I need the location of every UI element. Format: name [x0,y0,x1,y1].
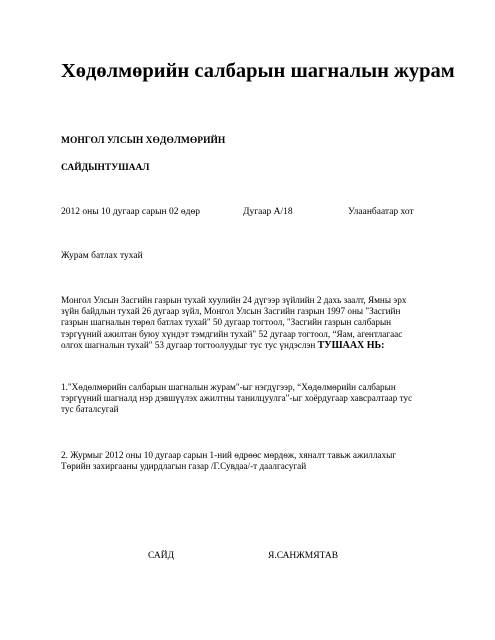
clause-1-paragraph [61,382,446,416]
ministry-name-line-2: САЙДЫНТУШААЛ [61,163,150,173]
clause-1-line: тус баталсугай [61,404,119,415]
preamble-line: олгох шагналын тухай" 53 дугаар тогтоолуудыг тус тус үндэслэн [61,339,318,350]
preamble-line: газрын шагналын төрөл батлах тухай" 50 дугаар тогтоол, "Засгийн газрын салбарын [61,317,392,328]
document-title: Хөдөлмөрийн салбарын шагналын журам [61,60,455,82]
signatory-name: Я.САНЖМЯТАВ [268,551,339,561]
clause-1-line: 1."Хөдөлмөрийн салбарын шагналын журам"-ыг нэгдүгээр, “Хөдөлмөрийн салбарын [61,382,396,392]
order-subject: Журам батлах тухай [61,251,143,261]
order-directive: ТУШААХ НЬ: [317,339,385,351]
preamble-line: Монгол Улсын Засгийн газрын тухай хуулийн 24 дүгээр зүйлийн 2 дахь заалт, Ямны эрх [61,295,407,305]
clause-1-line: тэргүүний шагналд нэр дэвшүүлэх ажилтны танилцуулга"-ыг хоёрдугаар хавсралтаар тус [61,393,413,404]
order-number: Дугаар А/18 [243,207,293,217]
preamble-last-line [61,340,446,351]
preamble-paragraph [61,295,446,351]
preamble-line: тэргүүний ажилтан буюу хүндэт тэмдгийн тухай" 52 дугаар тогтоол, “Яам, агентлагаас [61,328,403,339]
clause-2-line: Төрийн захиргааны удирдлагын газар /Г.Сувдаа/-т даалгасугай [61,461,307,472]
ministry-name-line-1: МОНГОЛ УЛСЫН ХӨДӨЛМӨРИЙН [61,136,226,146]
order-city: Улаанбаатар хот [348,207,414,217]
signatory-role: САЙД [148,551,175,561]
order-date: 2012 оны 10 дугаар сарын 02 өдөр [61,207,200,217]
clause-2-paragraph [61,450,446,472]
clause-2-line: 2. Журмыг 2012 оны 10 дугаар сарын 1-ний өдрөөс мөрдөж, хяналт тавьж ажиллахыг [61,450,397,460]
preamble-line: зүйн байдлын тухай 26 дугаар зүйл, Монгол Улсын Засгийн газрын 1997 оны "Засгийн [61,306,401,317]
